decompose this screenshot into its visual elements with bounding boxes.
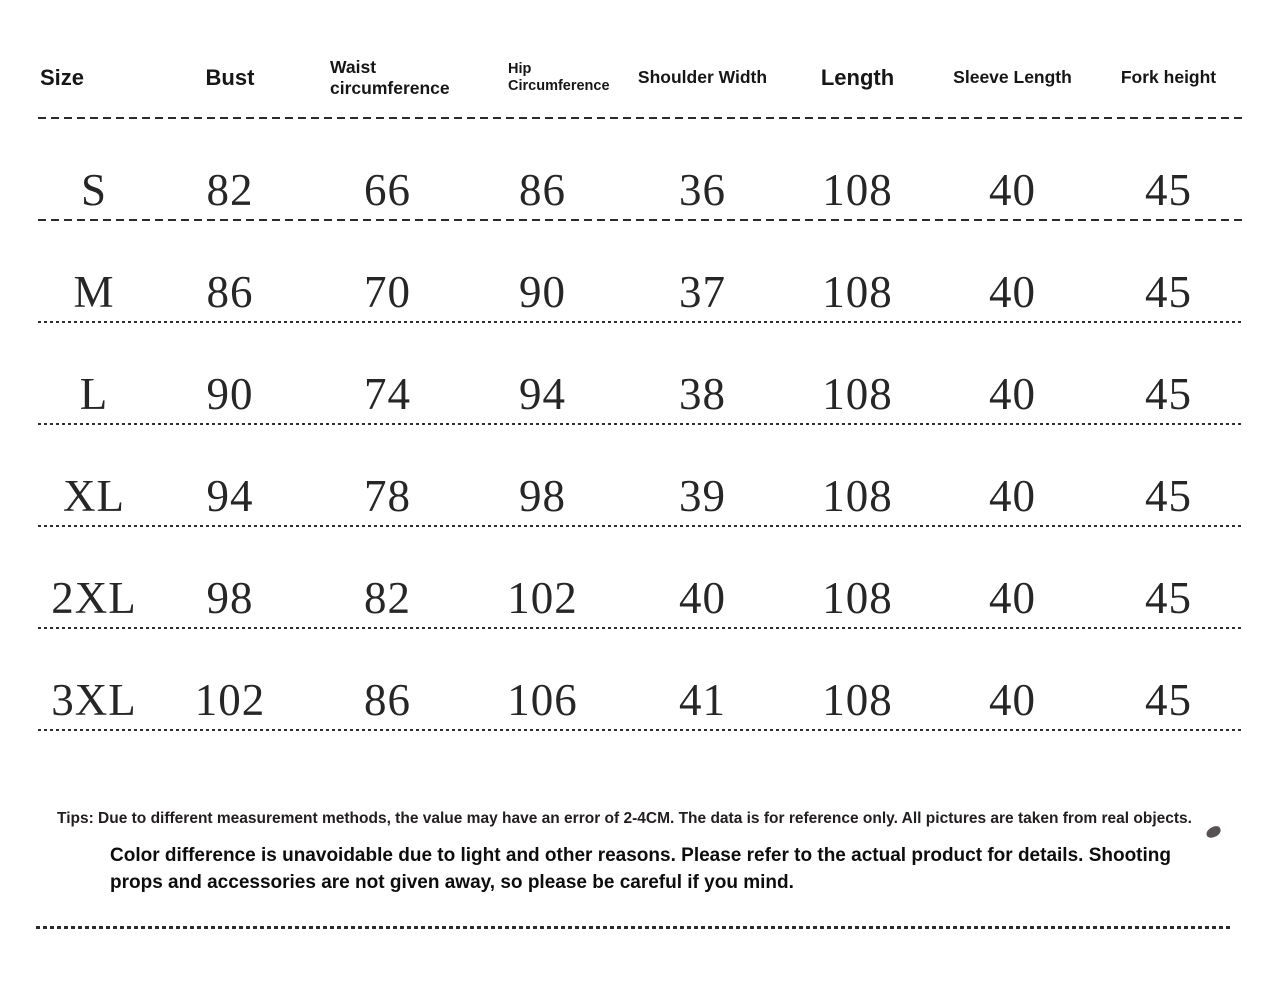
measurement-value: 36 bbox=[679, 165, 726, 215]
measurement-value: 86 bbox=[206, 267, 254, 317]
measurement-value: 45 bbox=[1145, 573, 1192, 623]
measurement-value: 45 bbox=[1145, 471, 1192, 521]
measurement-value: 40 bbox=[989, 675, 1036, 725]
tips-note: Tips: Due to different measurement methods, the value may have an error of 2-4CM. The data is for reference only. All pictures are taken from real objects. bbox=[57, 810, 1192, 827]
size-chart-table bbox=[38, 30, 1242, 731]
measurement-value: 98 bbox=[206, 573, 254, 623]
measurement-value: 45 bbox=[1145, 165, 1192, 215]
measurement-value: 108 bbox=[822, 165, 893, 215]
measurement-value: 108 bbox=[822, 471, 893, 521]
size-label: XL bbox=[63, 471, 125, 521]
measurement-value: 102 bbox=[194, 675, 266, 725]
measurement-value: 94 bbox=[519, 369, 566, 419]
size-label: 3XL bbox=[51, 675, 137, 725]
measurement-value: 90 bbox=[206, 369, 254, 419]
measurement-value: 108 bbox=[822, 675, 893, 725]
column-header-length: Length bbox=[820, 64, 895, 90]
measurement-value: 45 bbox=[1145, 675, 1192, 725]
measurement-value: 38 bbox=[679, 369, 726, 419]
table-row-s bbox=[38, 119, 1242, 219]
measurement-value: 90 bbox=[519, 267, 566, 317]
table-row-3xl bbox=[38, 629, 1242, 729]
table-row-2xl bbox=[38, 527, 1242, 627]
size-label: 2XL bbox=[51, 573, 137, 623]
measurement-value: 106 bbox=[507, 675, 578, 725]
measurement-value: 98 bbox=[519, 471, 566, 521]
measurement-value: 108 bbox=[822, 369, 893, 419]
dashed-divider bbox=[38, 729, 1242, 731]
column-header-size: Size bbox=[40, 64, 85, 90]
bottom-dashed-divider bbox=[36, 926, 1230, 929]
column-header-bust: Bust bbox=[205, 64, 255, 90]
measurement-value: 37 bbox=[679, 267, 726, 317]
column-header-waist: Waist circumference bbox=[330, 57, 450, 98]
measurement-value: 82 bbox=[206, 165, 254, 215]
measurement-value: 82 bbox=[364, 573, 411, 623]
measurement-value: 108 bbox=[822, 573, 893, 623]
column-header-sleeve: Sleeve Length bbox=[953, 67, 1072, 88]
measurement-value: 45 bbox=[1145, 369, 1192, 419]
measurement-value: 40 bbox=[989, 369, 1036, 419]
size-label: M bbox=[73, 267, 115, 317]
measurement-value: 78 bbox=[364, 471, 411, 521]
size-label: S bbox=[80, 165, 108, 215]
measurement-value: 102 bbox=[507, 573, 578, 623]
measurement-value: 39 bbox=[679, 471, 726, 521]
measurement-value: 66 bbox=[364, 165, 411, 215]
measurement-value: 40 bbox=[679, 573, 726, 623]
disclaimer-note: Color difference is unavoidable due to light and other reasons. Please refer to the actual product for details. Shooting props and accessories are not given away, so please be careful if you mind. bbox=[110, 845, 1172, 893]
measurement-value: 86 bbox=[364, 675, 411, 725]
measurement-value: 86 bbox=[519, 165, 566, 215]
measurement-value: 94 bbox=[206, 471, 254, 521]
column-header-hip: Hip Circumference bbox=[508, 60, 610, 94]
measurement-value: 41 bbox=[679, 675, 726, 725]
measurement-value: 40 bbox=[989, 471, 1036, 521]
measurement-value: 70 bbox=[364, 267, 411, 317]
column-header-shoulder: Shoulder Width bbox=[637, 67, 768, 88]
measurement-value: 40 bbox=[989, 573, 1036, 623]
measurement-value: 74 bbox=[364, 369, 411, 419]
size-label: L bbox=[79, 369, 109, 419]
table-row-xl bbox=[38, 425, 1242, 525]
measurement-value: 40 bbox=[989, 165, 1036, 215]
measurement-value: 45 bbox=[1145, 267, 1192, 317]
table-row-l bbox=[38, 323, 1242, 423]
table-header-row bbox=[38, 30, 1242, 117]
measurement-value: 40 bbox=[989, 267, 1036, 317]
column-header-fork: Fork height bbox=[1120, 67, 1217, 88]
table-row-m bbox=[38, 221, 1242, 321]
measurement-value: 108 bbox=[822, 267, 893, 317]
